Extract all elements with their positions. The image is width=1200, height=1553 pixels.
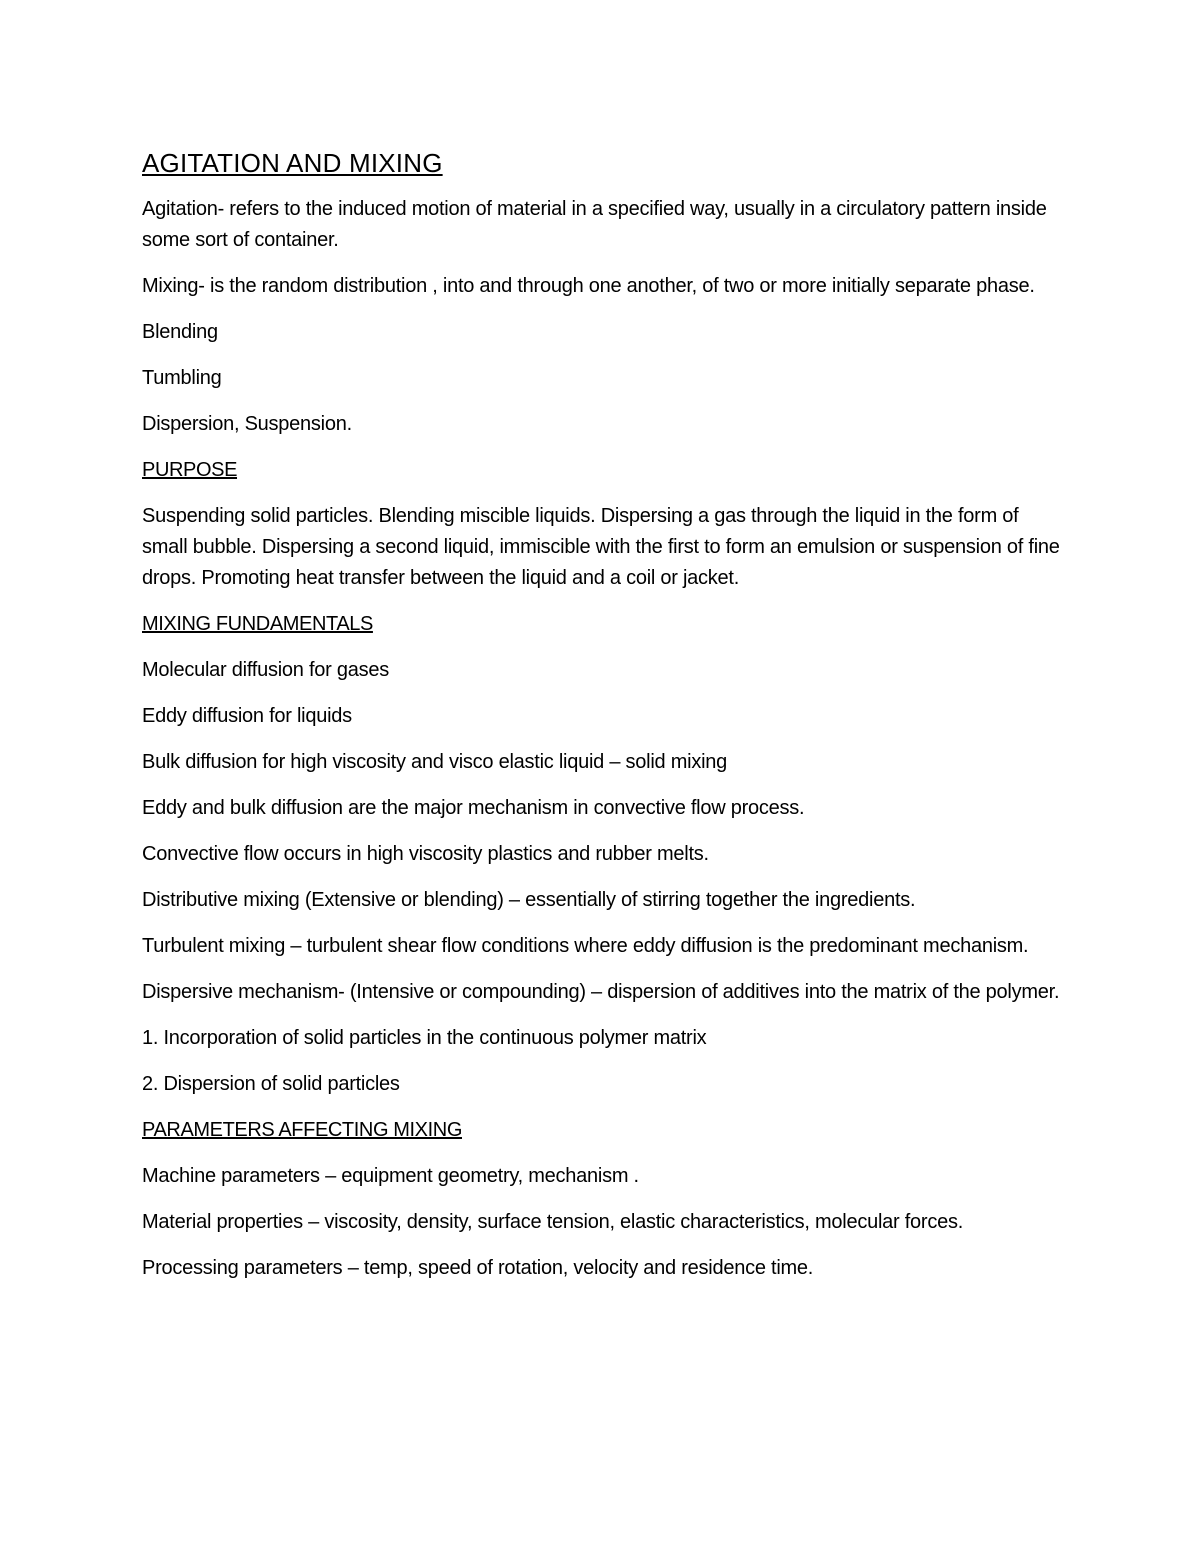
- fundamentals-item: Distributive mixing (Extensive or blending) – essentially of stirring together the ingredients.: [142, 889, 916, 911]
- document-title: AGITATION AND MIXING: [142, 148, 443, 178]
- fundamentals-item: Dispersive mechanism- (Intensive or compounding) – dispersion of additives into the matrix of the polymer.: [142, 981, 1060, 1003]
- parameters-item: Machine parameters – equipment geometry, mechanism .: [142, 1165, 639, 1187]
- mixing-definition: Mixing- is the random distribution , into and through one another, of two or more initially separate phase.: [142, 275, 1035, 297]
- term-blending: Blending: [142, 321, 218, 343]
- fundamentals-item: 2. Dispersion of solid particles: [142, 1073, 400, 1095]
- fundamentals-item: Convective flow occurs in high viscosity plastics and rubber melts.: [142, 843, 709, 865]
- term-tumbling: Tumbling: [142, 367, 222, 389]
- agitation-definition: Agitation- refers to the induced motion of material in a specified way, usually in a circulatory pattern inside some sort of container.: [142, 198, 1047, 251]
- fundamentals-item: Molecular diffusion for gases: [142, 659, 389, 681]
- document-body: [142, 146, 1062, 1299]
- fundamentals-item: Bulk diffusion for high viscosity and visco elastic liquid – solid mixing: [142, 751, 728, 773]
- parameters-item: Processing parameters – temp, speed of rotation, velocity and residence time.: [142, 1257, 814, 1279]
- fundamentals-item: Eddy diffusion for liquids: [142, 705, 352, 727]
- fundamentals-item: Turbulent mixing – turbulent shear flow conditions where eddy diffusion is the predominant mechanism.: [142, 935, 1029, 957]
- purpose-text: Suspending solid particles. Blending miscible liquids. Dispersing a gas through the liquid in the form of small bubble. Dispersing a second liquid, immiscible with the first to form an emulsion or suspension of fine drops. Promoting heat transfer between the liquid and a coil or jacket.: [142, 505, 1060, 589]
- fundamentals-item: Eddy and bulk diffusion are the major mechanism in convective flow process.: [142, 797, 805, 819]
- parameters-heading: PARAMETERS AFFECTING MIXING: [142, 1119, 462, 1141]
- fundamentals-item: 1. Incorporation of solid particles in the continuous polymer matrix: [142, 1027, 707, 1049]
- fundamentals-heading: MIXING FUNDAMENTALS: [142, 613, 373, 635]
- parameters-item: Material properties – viscosity, density, surface tension, elastic characteristics, molecular forces.: [142, 1211, 963, 1233]
- purpose-heading: PURPOSE: [142, 459, 238, 481]
- term-dispersion-suspension: Dispersion, Suspension.: [142, 413, 352, 435]
